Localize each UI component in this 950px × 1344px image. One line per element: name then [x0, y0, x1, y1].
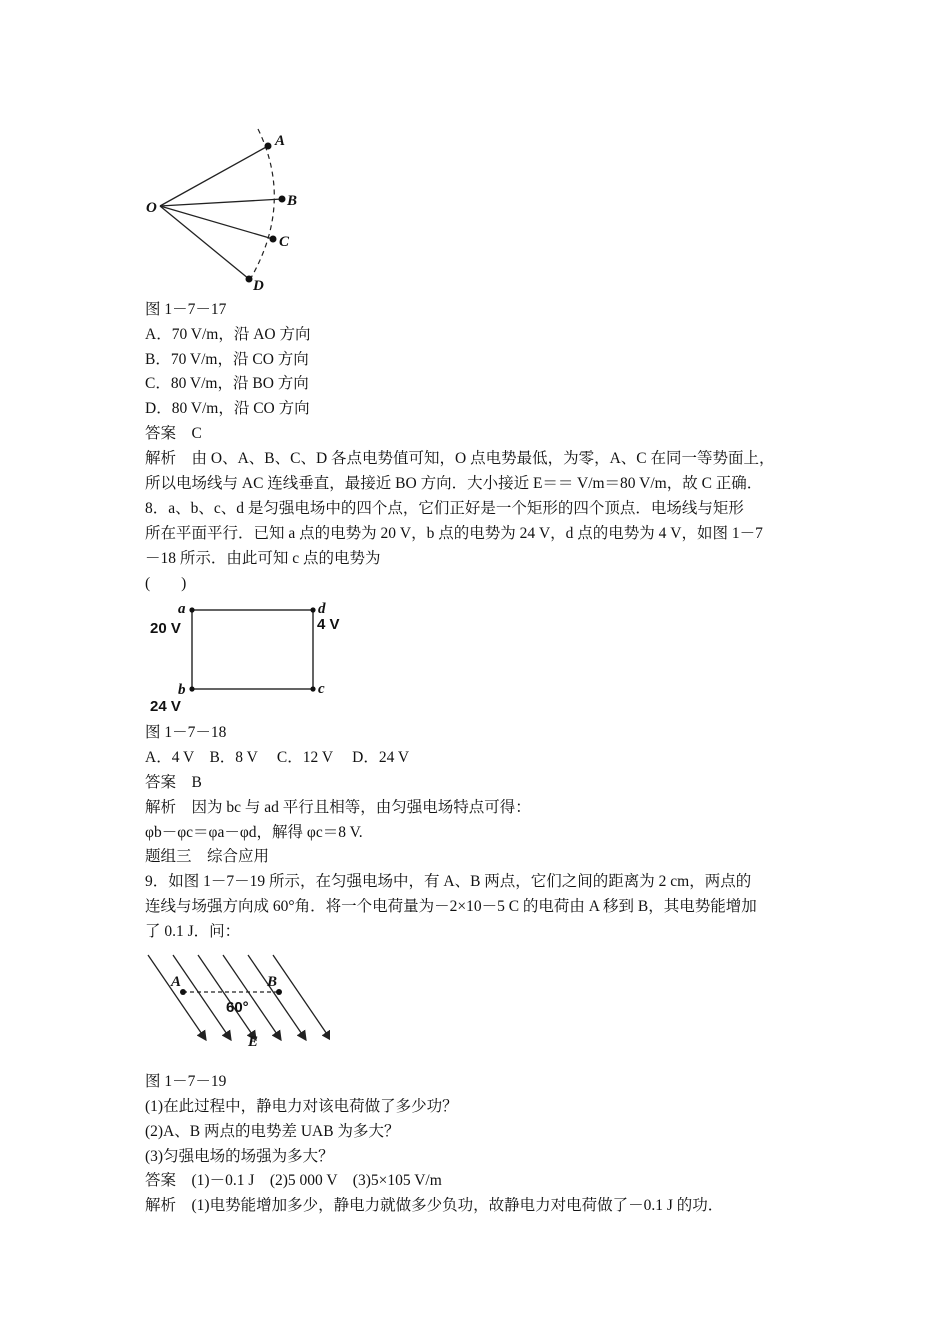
potential-b: 24 V [150, 698, 181, 715]
figure-caption-18: 图 1－7－18 [145, 724, 227, 741]
field-line-3 [198, 955, 256, 1040]
rectangle-abcd [192, 610, 313, 689]
q8-analysis-1: 解析 因为 bc 与 ad 平行且相等，由匀强电场特点可得： [145, 799, 531, 816]
line-OC [160, 206, 273, 239]
equipotential-arc [248, 129, 274, 283]
point-d [310, 607, 315, 612]
label-O: O [146, 200, 157, 216]
q7-option-b: B．70 V/m，沿 CO 方向 [145, 351, 309, 368]
q8-question-3: －18 所示．由此可知 c 点的电势为 [145, 550, 381, 567]
label-d: d [318, 601, 326, 617]
q9-sub-2: (2)A、B 两点的电势差 UAB 为多大？ [145, 1123, 400, 1140]
figure-caption-19: 图 1－7－19 [145, 1073, 227, 1090]
q7-analysis-1: 解析 由 O、A、B、C、D 各点电势值可知，O 点电势最低，为零，A、C 在同一等势面上， [145, 450, 775, 467]
potential-d: 4 V [317, 616, 340, 633]
figure-1-7-19 [140, 950, 330, 1055]
figure-1-7-17 [140, 125, 310, 297]
angle-label: 60° [226, 999, 249, 1016]
point-b [189, 686, 194, 691]
q7-option-d: D．80 V/m，沿 CO 方向 [145, 400, 310, 417]
q9-analysis: 解析 (1)电势能增加多少，静电力就做多少负功，故静电力对电荷做了－0.1 J 的功． [145, 1197, 724, 1214]
label-B: B [287, 193, 298, 209]
point-a [189, 607, 194, 612]
point-c [310, 686, 315, 691]
figure-caption-17: 图 1－7－17 [145, 301, 227, 318]
q7-analysis-2: 所以电场线与 AC 连线垂直，最接近 BO 方向．大小接近 E＝＝ V/m＝80 V/m，故 C 正确． [145, 475, 763, 492]
q8-options: A．4 V B．8 V C．12 V D．24 V [145, 749, 410, 766]
point-B [279, 196, 286, 203]
field-line-2 [173, 955, 231, 1040]
field-line-6 [273, 955, 330, 1040]
q8-analysis-2: φb－φc＝φa－φd，解得 φc＝8 V. [145, 824, 363, 841]
figure-1-7-18 [145, 598, 355, 718]
q9-question-3: 了 0.1 J．问： [145, 923, 241, 940]
label-A: A [171, 974, 182, 990]
q8-question-2: 所在平面平行．已知 a 点的电势为 20 V，b 点的电势为 24 V，d 点的电势为 4 V，如图 1－7 [145, 525, 763, 542]
q9-question-2: 连线与场强方向成 60°角．将一个电荷量为－2×10－5 C 的电荷由 A 移到 B，其电势能增加 [145, 898, 757, 915]
field-line-5 [248, 955, 306, 1040]
q7-answer: 答案 C [145, 425, 202, 442]
label-b: b [178, 682, 186, 698]
line-OB [160, 199, 282, 206]
label-a: a [178, 601, 186, 617]
line-OD [160, 206, 249, 279]
point-D [246, 276, 253, 283]
section-heading: 题组三 综合应用 [145, 848, 270, 865]
point-A [265, 143, 272, 150]
q9-sub-1: (1)在此过程中，静电力对该电荷做了多少功？ [145, 1098, 458, 1115]
line-OA [160, 146, 268, 206]
q9-question-1: 9．如图 1－7－19 所示，在匀强电场中，有 A、B 两点，它们之间的距离为 2 cm，两点的 [145, 873, 752, 890]
q9-answer: 答案 (1)－0.1 J (2)5 000 V (3)5×105 V/m [145, 1172, 442, 1189]
q7-option-a: A．70 V/m，沿 AO 方向 [145, 326, 311, 343]
field-line-1 [148, 955, 206, 1040]
label-B: B [267, 974, 278, 990]
field-line-4 [223, 955, 281, 1040]
potential-a: 20 V [150, 620, 181, 637]
label-D: D [253, 278, 264, 294]
q8-answer: 答案 B [145, 774, 202, 791]
q8-answer-bracket: ( ) [145, 575, 187, 592]
label-c: c [318, 681, 325, 697]
q7-option-c: C．80 V/m，沿 BO 方向 [145, 375, 309, 392]
q9-sub-3: (3)匀强电场的场强为多大？ [145, 1148, 334, 1165]
label-A: A [275, 133, 286, 149]
label-C: C [279, 234, 290, 250]
point-C [270, 236, 277, 243]
q8-question-1: 8．a、b、c、d 是匀强电场中的四个点，它们正好是一个矩形的四个顶点．电场线与矩形 [145, 500, 744, 517]
label-E: E [248, 1034, 259, 1050]
